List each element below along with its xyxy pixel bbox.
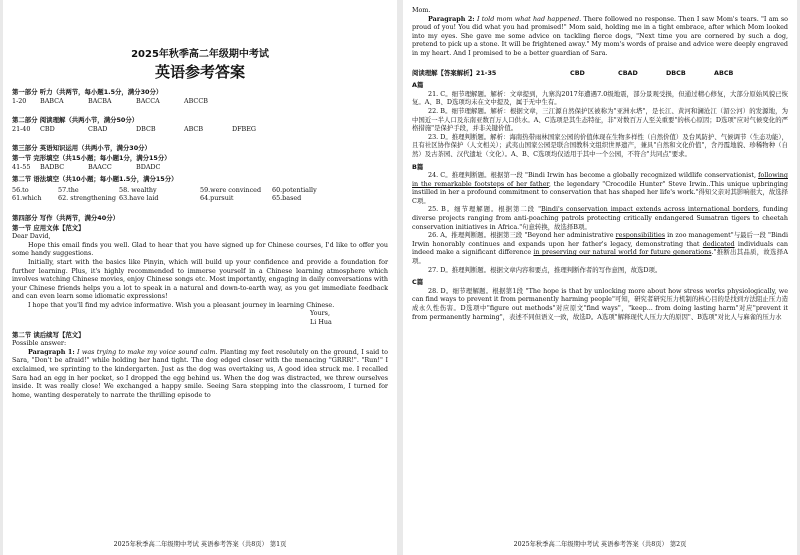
answer-group: CBD <box>570 68 585 77</box>
answer-range: 21-40 <box>12 124 31 133</box>
part3-header: 第三部分 英语知识运用（共两小节，满分30分） <box>12 144 151 153</box>
explanation-28: 28. D。细节理解题。根据第1段 "The hope is that by unlocking more about how stress works physiologically, we can find ways to prevent it from permanently harming people"可知，研究者研究压力机制的核心目的是找到方法阻止压力造成永久性伤害。D选项中"figure out methods"对应原文"find ways"，"keep... from doing lasting harm"对应"prevent it from permanently harming"，表述不同但语义一致，故选D。A选项"解释现代人压力大的原因"、B选项"对比人与麻雀的压力水 <box>412 286 788 321</box>
page-right <box>403 0 797 555</box>
explanation-25 <box>412 205 788 231</box>
grammar-answer: 58. wealthy <box>119 185 157 194</box>
reading-answers-row <box>412 69 788 78</box>
answer-group: BABCA <box>40 96 64 105</box>
underlined-text: following in the remarkable footsteps of her father <box>412 171 788 188</box>
text: ."推断出其品质，故选择A项。 <box>412 248 788 266</box>
continued-text: Mom. <box>412 6 431 14</box>
exam-title: 2025年秋季高二年级期中考试 <box>131 49 269 60</box>
letter-paragraph: Initially, start with the basics like Pinyin, which will build up your confidence and provide a foundation for further learning. Plus, it's highly recommended to immerse yourself in a Chinese learning atmosphere which involves watching Chinese movies, enjoy Chinese songs etc. Most importantly, engaging in daily conversations with your Chinese friends helps you a lot to speak in a natural and down-to-earth way, as you get immediate feedback and can even learn some idiomatic expressions! <box>12 257 388 301</box>
text: 24. C。推理判断题。根据第一段 "Bindi Irwin has become a globally recognized wildlife conservationist, <box>428 171 759 180</box>
page-footer: 2025年秋季高二年级期中考试 英语参考答案（共8页） 第1页 <box>113 541 287 549</box>
answer-group: BACBA <box>88 96 112 105</box>
answer-group: DBCB <box>136 124 156 133</box>
letter-signature: Li Hua <box>310 318 332 327</box>
page-left <box>3 0 397 555</box>
section-b-label: B篇 <box>412 162 424 171</box>
part1-header: 第一部分 听力（共两节，每小题1.5分，满分30分） <box>12 88 163 96</box>
grammar-answer: 63.have laid <box>119 194 159 203</box>
part3-sec1-header: 第一节 完形填空（共15小题；每小题1分，满分15分） <box>12 153 171 162</box>
text: 25. B。细节理解题。根据第二段 " <box>428 205 542 214</box>
grammar-answer: 57.the <box>58 185 79 194</box>
grammar-answer: 59.were convinced <box>200 185 262 194</box>
paragraph-body: There followed no response. Then I saw Mom's tears. "I am so proud of you! You did what you had promised!" Mom said, holding me in a tight embrace, after which Mom looked into my eyes. She gave me some advice on tackling fierce dogs, "Next time you are cornered by such a dog, pretend to pick up a stone. It will be frightened away." My mom's words of praise and advice were deeply engraved in my heart. And I promised to be a better guardian of Sara. <box>412 14 788 57</box>
grammar-answer: 65.based <box>272 194 302 203</box>
text: in zoo management"与最后一段 "Bindi Irwin honorably continues and expands upon her father's legacy, demonstrating that <box>412 231 788 248</box>
explanation-22: 22. B。细节理解题。解析：根据文章，三江源自然保护区被称为"亚洲水塔"，是长江、黄河和澜沧江（湄公河）的发源地，为中国近一半人口及东南亚数百万人口供水。A、C选项是其生态特征，非"对数百万人至关重要"的核心原因；D选项"应对气候变化的严格措施"是保护手段，并非关键价值。 <box>412 106 788 133</box>
paragraph-label: Paragraph 2: <box>428 14 475 23</box>
part4-header: 第四部分 写作（共两节，满分40分） <box>12 213 119 222</box>
possible-answer-label: Possible answer: <box>12 339 67 348</box>
text: , the legendary "Crocodile Hunter" Steve Irwin..This unique upbringing instilled in her a profound commitment to conservation that has shaped her life's work."得知父亲对其影响很大，故选择C项。 <box>412 179 788 205</box>
grammar-answer: 62. strengthening <box>58 194 116 203</box>
text: , funding diverse projects ranging from anti-poaching patrols protecting critically endangered Sumatran tigers to cheetah conservation initiatives in Africa."句意转换，故选择B项。 <box>412 205 788 231</box>
answer-group: DFBEG <box>232 124 257 133</box>
writing2-header: 第二节 读后续写【范文】 <box>12 330 85 339</box>
answer-group: ABCB <box>714 68 734 77</box>
letter-paragraph: Hope this email finds you well. Glad to hear that you have signed up for Chinese courses, I'd like to offer you some handy suggestions. <box>12 240 388 258</box>
underlined-text: responsibilities <box>615 231 666 240</box>
text: individuals can indeed make a significant difference <box>412 239 788 257</box>
grammar-answers <box>12 186 388 203</box>
grammar-answer: 56.to <box>12 185 29 194</box>
grammar-answer: 61.which <box>12 194 42 203</box>
answer-group: CBAD <box>88 124 108 133</box>
letter-closing: Yours, <box>310 309 330 318</box>
part2-header: 第二部分 阅读理解（共两小节，满分50分） <box>12 116 139 125</box>
part3-sec2-header: 第二节 语法填空（共10小题；每小题1.5分，满分15分） <box>12 175 178 184</box>
part3-sec1-answers <box>12 163 388 172</box>
explanation-27: 27. D。推理判断题。根据文章内容和要点，推理判断作者的写作意图，故选D项。 <box>428 265 662 274</box>
answer-group: CBD <box>40 124 55 133</box>
explanation-23: 23. D。推理判断题。解析：海南热带雨林国家公园的价值体现在生物多样性（自然价值）及台风防护、气候调节（生态功能），且有社区协作保护（人文相关）；武夷山国家公园是联合国教科文组织世界遗产，兼具"自然和文化价值"，含丹霞地貌、珍稀物种（自然）及古茶园、汉代遗址（文化）。A、B、C选项均仅适用于其中一个公园，不符合"共同点"要求。 <box>412 132 788 158</box>
underlined-text: Bindi's conservation impact extends across international borders <box>541 205 759 214</box>
story-paragraph-1 <box>12 348 388 400</box>
answer-group: BDADC <box>136 162 161 171</box>
story-paragraph-2 <box>412 15 788 58</box>
underlined-text: in preserving our natural world for future generations <box>533 248 712 257</box>
underlined-text: dedicated <box>702 239 735 248</box>
part1-answers <box>12 97 388 106</box>
page-footer: 2025年秋季高二年级期中考试 英语参考答案（共8页） 第2页 <box>513 541 687 549</box>
grammar-answer: 64.pursuit <box>200 194 234 203</box>
section-a-label: A篇 <box>412 81 424 90</box>
answer-group: BAACC <box>88 162 112 171</box>
text: 26. A。推理判断题。根据第三段 "Beyond her administrative <box>428 231 616 240</box>
paragraph-body: Planting my feet resolutely on the ground, I said to Sara, "Don't be afraid!" while holding her hand tight. The dog edged closer with the menacing "GRRR!". "Run!" I exclaimed, we sprinting to the kindergarten. Just as the dog was overtaking us, A good idea struck me. I recalled Sara had an egg in her pocket, so I dropped the egg behind us. When the dog was distracted, we threw ourselves inside. It was really close! We exchanged a happy smile. Seeing Sara stepping into the classroom, I turned for home, wanting desperately to narrate the thrilling episode to <box>12 347 388 399</box>
given-first-sentence: I was trying to make my voice sound calm. <box>77 347 218 356</box>
explanation-24 <box>412 171 788 205</box>
writing1-header: 第一节 应用文体【范文】 <box>12 223 85 232</box>
answer-group: ABCB <box>184 124 204 133</box>
answer-key-title: 英语参考答案 <box>154 63 245 81</box>
letter-paragraph: I hope that you'll find my advice informative. Wish you a pleasant journey in learning Chinese. <box>28 300 335 309</box>
explanation-26 <box>412 231 788 265</box>
explanation-21: 21. C。细节理解题。解析：文章提到，九寨沟2017年遭遇7.0级地震，部分景观受损，但通过精心修复，大部分原始风貌已恢复。A、B、D选项均未在文中提及，属于无中生有。 <box>412 89 788 107</box>
reading-header: 阅读理解【答案解析】21-35 <box>412 68 497 77</box>
answer-range: 41-55 <box>12 162 31 171</box>
given-first-sentence: I told mom what had happened. <box>476 14 582 23</box>
answer-range: 1-20 <box>12 96 27 105</box>
section-c-label: C篇 <box>412 278 424 287</box>
letter-greeting: Dear David, <box>12 232 51 241</box>
answer-group: ABCCB <box>184 96 208 105</box>
grammar-answer: 60.potentially <box>272 185 317 194</box>
answer-group: BADBC <box>40 162 65 171</box>
answer-group: CBAD <box>618 68 638 77</box>
paragraph-label: Paragraph 1: <box>28 347 75 356</box>
answer-group: BACCA <box>136 96 160 105</box>
part2-answers <box>12 125 388 134</box>
answer-group: DBCB <box>666 68 686 77</box>
